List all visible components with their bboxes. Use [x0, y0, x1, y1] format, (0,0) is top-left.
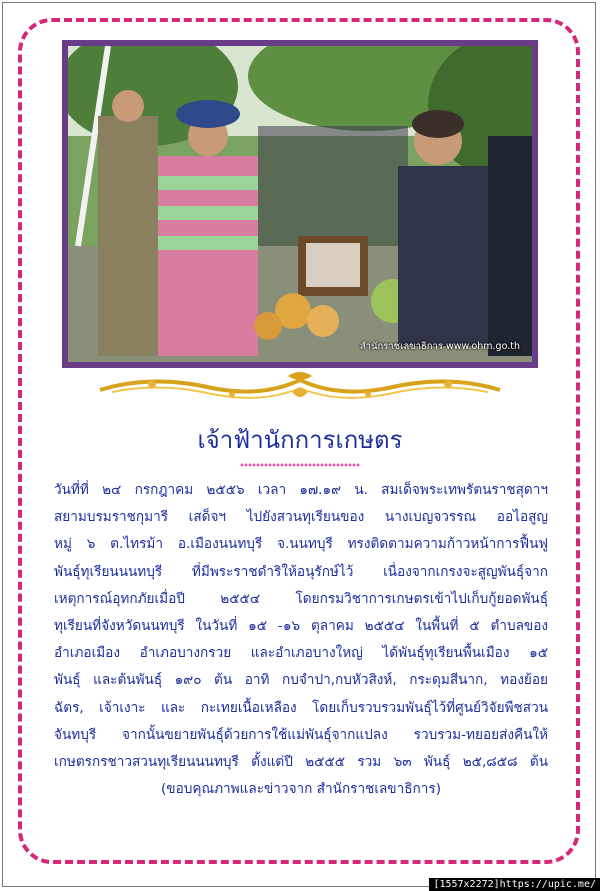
body-line: พันธุ์ทุเรียนนนทบุรี ที่มีพระราชดำริให้อนุรักษ์ไว้ เนื่องจากเกรงจะสูญพันธุ์จาก	[54, 563, 548, 580]
body-line: อำเภอเมือง อำเภอบางกรวย และอำเภอบางใหญ่ ได้พันธุ์ทุเรียนพื้นเมือง ๑๕	[54, 645, 548, 662]
body-credit-line: (ขอบคุณภาพและข่าวจาก สำนักราชเลขาธิการ)	[160, 781, 442, 798]
article-body	[54, 477, 548, 803]
body-line: เกษตรกรชาวสวนทุเรียนนนทบุรี ตั้งแต่ปี ๒๕๕๕ รวม ๖๓ พันธุ์ ๒๕,๘๕๘ ต้น	[54, 754, 548, 771]
body-line: พันธุ์ และต้นพันธุ์ ๑๙๐ ต้น อาทิ กบจำปา,กบหัวสิงห์, กระดุมสีนาก, ทองย้อย	[54, 672, 548, 689]
body-line: เหตุการณ์อุทกภัยเมื่อปี ๒๕๕๔ โดยกรมวิชาการเกษตรเข้าไปเก็บกู้ยอดพันธุ์	[54, 590, 548, 607]
dotted-divider	[240, 462, 360, 468]
body-line: จันทบุรี จากนั้นขยายพันธุ์ด้วยการใช้แม่พันธุ์จากแปลง รวบรวม-ทยอยส่งคืนให้	[54, 726, 548, 743]
photo-illustration	[68, 46, 532, 362]
body-line: หมู่ ๖ ต.ไทรม้า อ.เมืองนนทบุรี จ.นนทบุรี ทรงติดตามความก้าวหน้าการฟื้นฟู	[54, 536, 548, 553]
photo-frame	[62, 40, 538, 368]
body-line: สยามบรมราชกุมารี เสด็จฯ ไปยังสวนทุเรียนของ นางเบญจวรรณ ออไอสูญ	[54, 509, 548, 526]
body-line: ทุเรียนที่จังหวัดนนทบุรี ในวันที่ ๑๕ -๑๖ ตุลาคม ๒๕๕๔ ในพื้นที่ ๕ ตำบลของ	[54, 618, 548, 635]
image-watermark: [1557x2272]https://upic.me/	[429, 878, 600, 891]
body-line: ฉัตร, เจ้าเงาะ และ กะเทยเนื้อเหลือง โดยเก็บรวบรวมพันธุ์ไว้ที่ศูนย์วิจัยพืชสวน	[54, 699, 548, 716]
body-line: วันที่ที่ ๒๔ กรกฎาคม ๒๕๕๖ เวลา ๑๗.๑๙ น. สมเด็จพระเทพรัตนราชสุดาฯ	[54, 482, 548, 498]
article-title: เจ้าฟ้านักการเกษตร	[197, 426, 403, 454]
gold-ornament-divider	[92, 370, 508, 404]
photo-credit: สำนักราชเลขาธิการ www.ohm.go.th	[359, 341, 520, 352]
news-photo	[68, 46, 532, 362]
